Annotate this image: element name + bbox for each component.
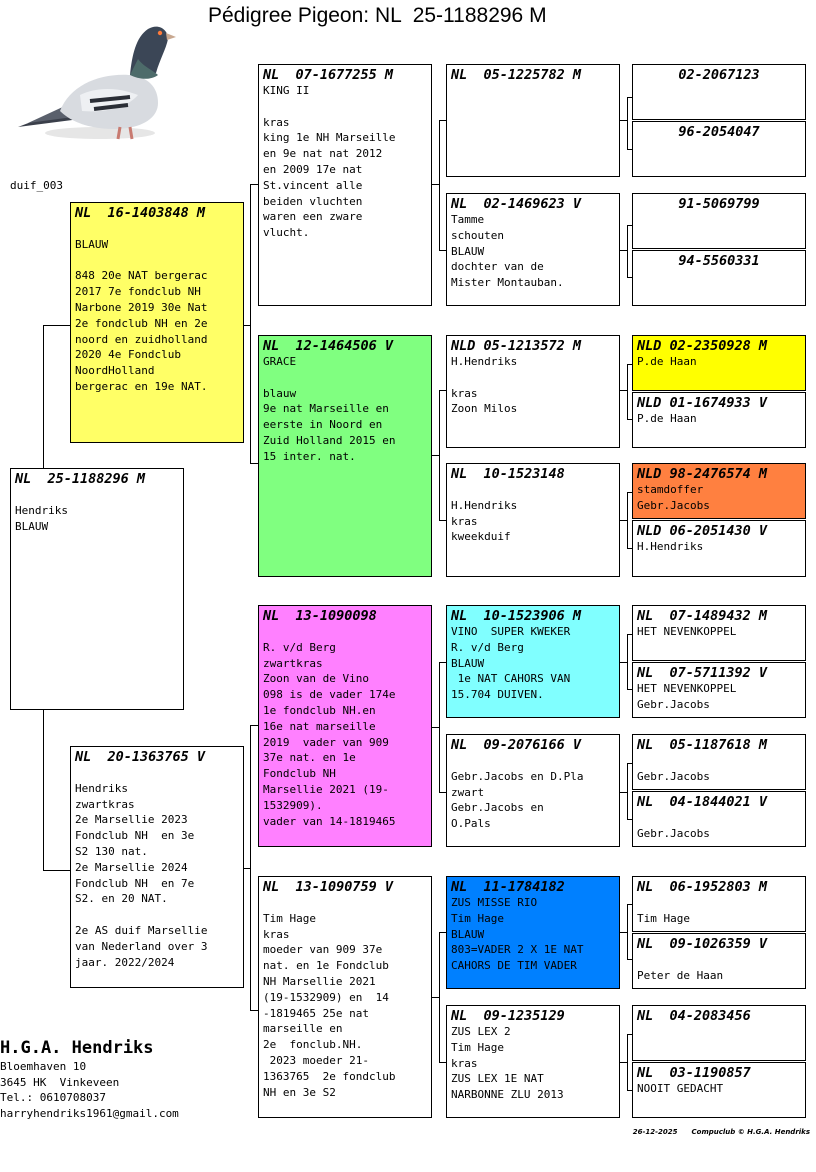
connector xyxy=(619,662,628,663)
owner-phone: Tel.: 0610708037 xyxy=(0,1091,106,1104)
pigeon-card-g5[interactable] xyxy=(632,335,806,391)
pigeon-card-dam-dam[interactable] xyxy=(258,876,432,1118)
ring-number: NL 07-1677255 M xyxy=(263,67,394,83)
pigeon-details: ZUS MISSE RIO Tim Hage BLAUW 803=VADER 2 X 1E NAT CAHORS DE TIM VADER xyxy=(451,896,584,973)
ring-number: NL 03-1190857 xyxy=(637,1065,751,1081)
pigeon-details: BLAUW 848 20e NAT bergerac 2017 7e fondclub NH Narbone 2019 30e Nat 2e fondclub NH en 2e noord en zuidholland 2020 4e Fondclub NoordHolland bergerac en 19e NAT. xyxy=(75,237,208,393)
page-title: Pédigree Pigeon: NL 25-1188296 M xyxy=(208,4,547,27)
pigeon-photo xyxy=(10,15,180,145)
pigeon-card-dsd[interactable] xyxy=(446,734,620,847)
ring-number: NL 07-5711392 V xyxy=(637,665,768,681)
pigeon-card-g2[interactable] xyxy=(632,121,806,177)
ring-number: NL 12-1464506 V xyxy=(263,338,394,354)
connector xyxy=(619,932,628,933)
pigeon-card-g11[interactable] xyxy=(632,734,806,790)
pigeon-details: Gebr.Jacobs xyxy=(637,769,710,783)
pigeon-card-ddd[interactable] xyxy=(446,1005,620,1118)
pigeon-card-sdd[interactable] xyxy=(446,463,620,577)
pigeon-card-g10[interactable] xyxy=(632,662,806,718)
ring-number: NL 09-1235129 xyxy=(451,1008,565,1024)
connector xyxy=(439,792,446,793)
pigeon-card-sire-sire[interactable] xyxy=(258,64,432,306)
pigeon-details: P.de Haan xyxy=(637,355,697,368)
pigeon-details: NOOIT GEDACHT xyxy=(637,1082,724,1095)
connector xyxy=(619,520,628,521)
pigeon-card-subject[interactable] xyxy=(10,468,184,710)
ring-number: NLD 02-2350928 M xyxy=(637,338,768,354)
connector xyxy=(439,120,440,250)
connector xyxy=(43,325,44,468)
pigeon-card-sire[interactable] xyxy=(70,202,244,443)
footer-date: 26-12-2025 xyxy=(632,1128,678,1136)
connector xyxy=(619,792,628,793)
ring-number: NL 09-2076166 V xyxy=(451,737,582,753)
ring-number: NLD 98-2476574 M xyxy=(637,466,768,482)
pigeon-card-ssd[interactable] xyxy=(446,193,620,306)
connector xyxy=(43,870,70,871)
ring-number: 02-2067123 xyxy=(678,67,760,83)
pigeon-card-sds[interactable] xyxy=(446,335,620,448)
connector xyxy=(43,710,44,870)
connector xyxy=(439,390,446,391)
ring-number: NL 06-1952803 M xyxy=(637,879,768,895)
pigeon-card-g3[interactable] xyxy=(632,193,806,249)
pigeon-card-g9[interactable] xyxy=(632,605,806,661)
pigeon-card-g16[interactable] xyxy=(632,1062,806,1118)
ring-number: NL 13-1090759 V xyxy=(263,879,394,895)
owner-address-line: Bloemhaven 10 xyxy=(0,1060,87,1073)
connector xyxy=(243,868,251,869)
connector xyxy=(431,727,440,728)
ring-number: 94-5560331 xyxy=(678,253,760,269)
footer-credit: Compuclub © H.G.A. Hendriks xyxy=(691,1128,810,1136)
ring-number: NLD 01-1674933 V xyxy=(637,395,768,411)
pigeon-card-g1[interactable] xyxy=(632,64,806,120)
connector xyxy=(439,250,446,251)
ring-number: NLD 05-1213572 M xyxy=(451,338,582,354)
connector xyxy=(431,455,440,456)
connector xyxy=(627,763,628,819)
pigeon-details: Tim Hage xyxy=(637,911,690,925)
connector xyxy=(243,325,251,326)
pigeon-card-sire-dam[interactable] xyxy=(258,335,432,577)
owner-email[interactable]: harryhendriks1961@gmail.com xyxy=(0,1106,179,1120)
pigeon-details: H.Hendriks kras Zoon Milos xyxy=(451,355,518,416)
ring-number: NL 05-1187618 M xyxy=(637,737,768,753)
pigeon-details: P.de Haan xyxy=(637,412,697,425)
pigeon-card-g4[interactable] xyxy=(632,250,806,306)
footer xyxy=(633,1128,810,1136)
connector xyxy=(439,932,446,933)
pigeon-details: stamdoffer Gebr.Jacobs xyxy=(637,483,710,512)
pigeon-details: ZUS LEX 2 Tim Hage kras ZUS LEX 1E NAT NARBONNE ZLU 2013 xyxy=(451,1025,564,1102)
pigeon-card-sss[interactable] xyxy=(446,64,620,177)
pigeon-details: HET NEVENKOPPEL xyxy=(637,625,737,638)
pigeon-details: GRACE blauw 9e nat Marseille en eerste in Noord en Zuid Holland 2015 en 15 inter. nat. xyxy=(263,355,396,463)
connector xyxy=(619,250,628,251)
pigeon-card-dam-sire[interactable] xyxy=(258,605,432,847)
pigeon-card-g6[interactable] xyxy=(632,392,806,448)
ring-number: NL 13-1090098 xyxy=(263,608,377,624)
pigeon-details: H.Hendriks kras kweekduif xyxy=(451,498,518,544)
ring-number: NL 11-1784182 xyxy=(451,879,565,895)
pigeon-card-g14[interactable] xyxy=(632,933,806,989)
connector xyxy=(250,184,258,185)
ring-number: NL 04-2083456 xyxy=(637,1008,751,1024)
pigeon-details: H.Hendriks xyxy=(637,540,704,553)
pigeon-card-g7[interactable] xyxy=(632,463,806,519)
connector xyxy=(250,725,258,726)
pigeon-card-g8[interactable] xyxy=(632,520,806,577)
pigeon-card-dss[interactable] xyxy=(446,605,620,718)
ring-number: NL 16-1403848 M xyxy=(75,205,206,221)
pigeon-details: Gebr.Jacobs xyxy=(637,826,710,840)
connector xyxy=(250,184,251,464)
connector xyxy=(627,364,628,419)
ring-number: 91-5069799 xyxy=(678,196,760,212)
pigeon-card-dds[interactable] xyxy=(446,876,620,989)
ring-number: NLD 06-2051430 V xyxy=(637,523,768,539)
image-code: duif_003 xyxy=(10,179,63,192)
connector xyxy=(431,997,440,998)
connector xyxy=(619,1062,628,1063)
owner-name: H.G.A. Hendriks xyxy=(0,1038,154,1058)
connector xyxy=(619,120,628,121)
connector xyxy=(439,520,446,521)
pigeon-card-dam[interactable] xyxy=(70,746,244,988)
ring-number: 96-2054047 xyxy=(678,124,760,140)
ring-number: NL 04-1844021 V xyxy=(637,794,768,810)
pigeon-card-g12[interactable] xyxy=(632,791,806,847)
connector xyxy=(43,325,70,326)
pigeon-card-g15[interactable] xyxy=(632,1005,806,1061)
ring-number: NL 09-1026359 V xyxy=(637,936,768,952)
connector xyxy=(439,662,446,663)
pigeon-details: Tim Hage kras moeder van 909 37e nat. en 1e Fondclub NH Marsellie 2021 (19-1532909) en 14 -1819465 25e nat marseille en 2e fonclub.NH. 2023 moeder 21- 1363765 2e fondclub NH en 3e S2 xyxy=(263,911,396,1099)
ring-number: NL 05-1225782 M xyxy=(451,67,582,83)
pigeon-details: Hendriks zwartkras 2e Marsellie 2023 Fondclub NH en 3e S2 130 nat. 2e Marsellie 2024 Fondclub NH en 7e S2. en 20 NAT. 2e AS duif Marsellie van Nederland over 3 jaar. 2022/2024 xyxy=(75,781,208,969)
pigeon-details: HET NEVENKOPPEL Gebr.Jacobs xyxy=(637,682,737,711)
pigeon-details: Tamme schouten BLAUW dochter van de Mister Montauban. xyxy=(451,213,564,290)
ring-number: NL 10-1523906 M xyxy=(451,608,582,624)
connector xyxy=(627,97,628,149)
pigeon-details: R. v/d Berg zwartkras Zoon van de Vino 098 is de vader 174e 1e fondclub NH.en 16e nat marseille 2019 vader van 909 37e nat. en 1e Fondclub NH Marsellie 2021 (19- 1532909). vader van 14-1819465 xyxy=(263,640,396,828)
pigeon-details: Gebr.Jacobs en D.Pla zwart Gebr.Jacobs en O.Pals xyxy=(451,769,584,831)
owner-address-line: 3645 HK Vinkeveen xyxy=(0,1075,120,1089)
ring-number: NL 10-1523148 xyxy=(451,466,565,482)
connector xyxy=(627,225,628,277)
ring-number: NL 25-1188296 M xyxy=(15,471,146,487)
owner-block xyxy=(0,1037,250,1121)
ring-number: NL 20-1363765 V xyxy=(75,749,206,765)
ring-number: NL 07-1489432 M xyxy=(637,608,768,624)
ring-number: NL 02-1469623 V xyxy=(451,196,582,212)
pigeon-card-g13[interactable] xyxy=(632,876,806,932)
pigeon-details: Peter de Haan xyxy=(637,968,724,982)
connector xyxy=(439,120,446,121)
connector xyxy=(619,390,628,391)
pigeon-details: Hendriks BLAUW xyxy=(15,503,68,533)
connector xyxy=(250,1010,258,1011)
connector xyxy=(250,463,258,464)
pigeon-details: KING II kras king 1e NH Marseille en 9e nat nat 2012 en 2009 17e nat St.vincent alle beiden vluchten waren een zware vlucht. xyxy=(263,84,396,240)
connector xyxy=(431,184,440,185)
pigeon-details: VINO SUPER KWEKER R. v/d Berg BLAUW 1e NAT CAHORS VAN 15.704 DUIVEN. xyxy=(451,625,571,702)
connector xyxy=(439,1062,446,1063)
